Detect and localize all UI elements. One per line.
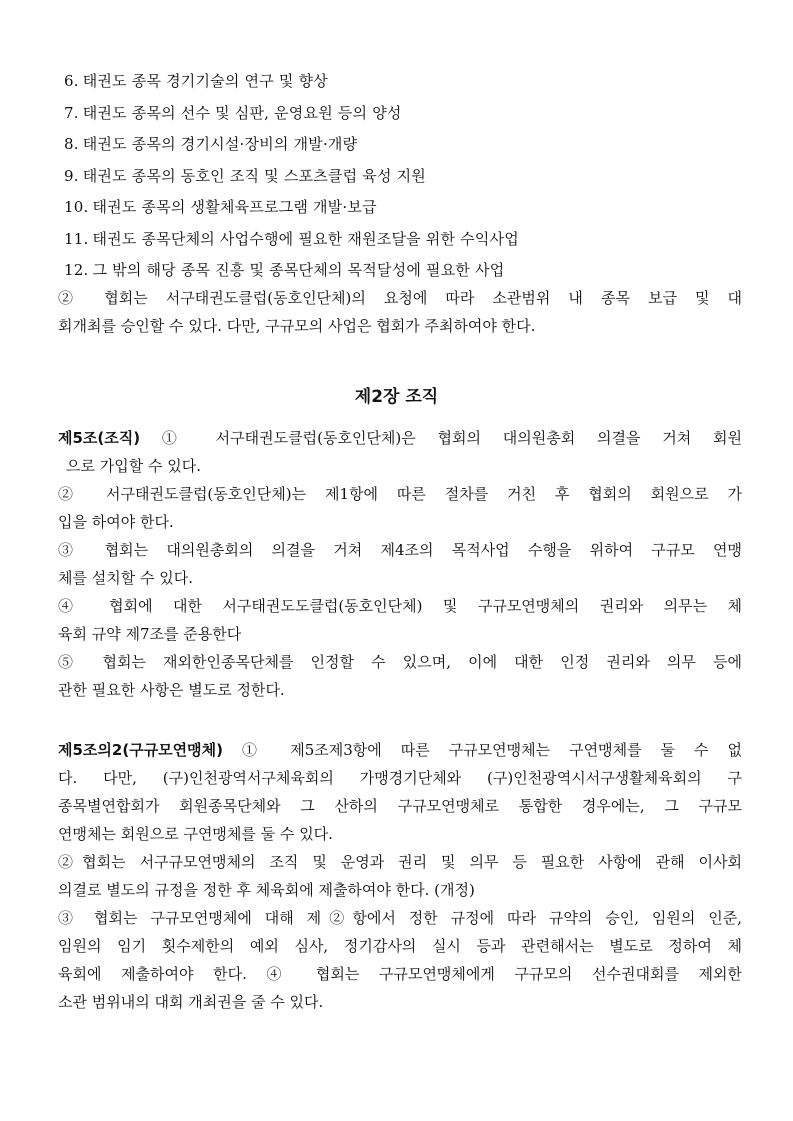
paragraph-line: 소관 범위내의 대회 개최권을 줄 수 있다.: [58, 993, 324, 1011]
article-5: [58, 424, 742, 704]
item-text: 태권도 종목의 선수 및 심판, 운영요원 등의 양성: [82, 103, 402, 122]
item-number: 11.: [64, 229, 89, 248]
paragraph-line: 의결로 별도의 규정을 정한 후 체육회에 제출하여야 한다. (개정): [58, 881, 475, 899]
paragraph-line: ② 서구태권도클럽(동호인단체)는 제1항에 따른 절차를 거친 후 협회의 회원으로 가: [58, 485, 742, 503]
paragraph-line: ① 제5조제3항에 따른 구규모연맹체는 구연맹체를 둘 수 없: [223, 741, 742, 759]
paragraph-line: ③ 협회는 구규모연맹체에 대해 제②항에서 정한 규정에 따라 규약의 승인, 임원의 인준,: [58, 909, 742, 927]
item-number: 12.: [64, 261, 89, 279]
list-item: [64, 224, 519, 256]
list-item: [64, 98, 519, 130]
item-text: 태권도 종목의 경기시설·장비의 개발·개량: [82, 135, 358, 153]
paragraph-line: 으로 가입할 수 있다.: [66, 457, 201, 475]
article-5-2: [58, 736, 742, 1016]
item-text: 태권도 종목단체의 사업수행에 필요한 재원조달을 위한 수익사업: [92, 229, 519, 248]
paragraph-line: 육회에 제출하여야 한다. ④ 협회는 구규모연맹체에게 구규모의 선수권대회를 제외한: [58, 965, 742, 983]
item-number: 8.: [64, 135, 79, 153]
paragraph-line: 임원의 임기 횟수제한의 예외 심사, 정기감사의 실시 등과 관련해서는 별도로 정하여 체: [58, 937, 742, 955]
paragraph-line: 연맹체는 회원으로 구연맹체를 둘 수 있다.: [58, 825, 333, 843]
item-number: 7.: [64, 103, 79, 122]
item-text: 태권도 종목 경기기술의 연구 및 향상: [82, 72, 328, 90]
paragraph-line: 회개최를 승인할 수 있다. 다만, 구규모의 사업은 협회가 주최하여야 한다.: [58, 317, 536, 335]
business-item-list: [64, 66, 519, 287]
paragraph-line: ②협회는 서구규모연맹체의 조직 및 운영과 권리 및 의무 등 필요한 사항에 관해 이사회: [58, 853, 742, 871]
paragraph-line: ④ 협회에 대한 서구태권도도클럽(동호인단체) 및 구규모연맹체의 권리와 의무는 체: [58, 597, 742, 615]
list-item: [64, 66, 519, 98]
paragraph-line: ⑤ 협회는 재외한인종목단체를 인정할 수 있으며, 이에 대한 인정 권리와 의무 등에: [58, 653, 742, 671]
paragraph-line: ③ 협회는 대의원총회의 의결을 거쳐 제4조의 목적사업 수행을 위하여 구규모 연맹: [58, 541, 742, 559]
paragraph-line: 육회 규약 제7조를 준용한다: [58, 625, 242, 643]
paragraph-line: ① 서구태권도클럽(동호인단체)은 협회의 대의원총회 의결을 거쳐 회원: [140, 429, 742, 447]
list-item: [64, 129, 519, 161]
item-number: 9.: [64, 166, 79, 185]
list-item: [64, 161, 519, 193]
paragraph-line: ② 협회는 서구태권도클럽(동호인단체)의 요청에 따라 소관범위 내 종목 보급 및 대: [58, 289, 742, 307]
article-title: 제5조(조직): [58, 429, 141, 447]
item-text: 태권도 종목의 동호인 조직 및 스포츠클럽 육성 지원: [82, 166, 426, 185]
article-title: 제5조의2(구규모연맹체): [58, 741, 223, 759]
paragraph-line: 체를 설치할 수 있다.: [58, 569, 193, 587]
chapter-title: 제2장 조직: [354, 387, 439, 407]
paragraph-2: [58, 284, 742, 340]
paragraph-line: 관한 필요한 사항은 별도로 정한다.: [58, 681, 285, 699]
item-text: 그 밖의 해당 종목 진흥 및 종목단체의 목적달성에 필요한 사업: [92, 261, 505, 279]
paragraph-line: 다. 다만, (구)인천광역서구체육회의 가맹경기단체와 (구)인천광역시서구생활체육회의 구: [58, 769, 742, 787]
item-number: 6.: [64, 72, 79, 90]
item-text: 태권도 종목의 생활체육프로그램 개발·보급: [92, 198, 377, 216]
list-item: [64, 255, 519, 287]
list-item: [64, 192, 519, 224]
paragraph-line: 입을 하여야 한다.: [58, 513, 174, 531]
paragraph-line: 종목별연합회가 회원종목단체와 그 산하의 구규모연맹체로 통합한 경우에는, 그 구규모: [58, 797, 742, 815]
item-number: 10.: [64, 198, 89, 216]
